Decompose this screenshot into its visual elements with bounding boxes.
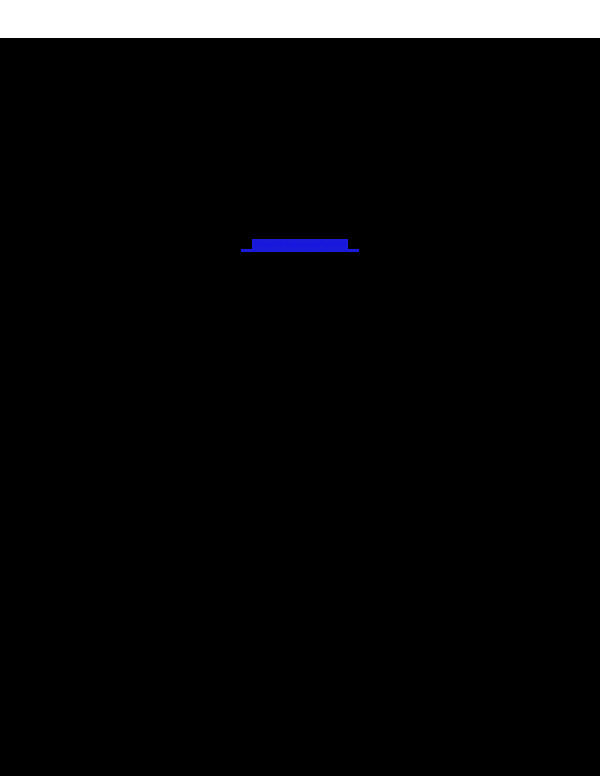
page-content-area — [0, 38, 600, 776]
hyperlink-underline — [241, 249, 359, 252]
hyperlink-text[interactable]: www.cheatographycom — [253, 239, 347, 249]
page-top-margin — [0, 0, 600, 38]
